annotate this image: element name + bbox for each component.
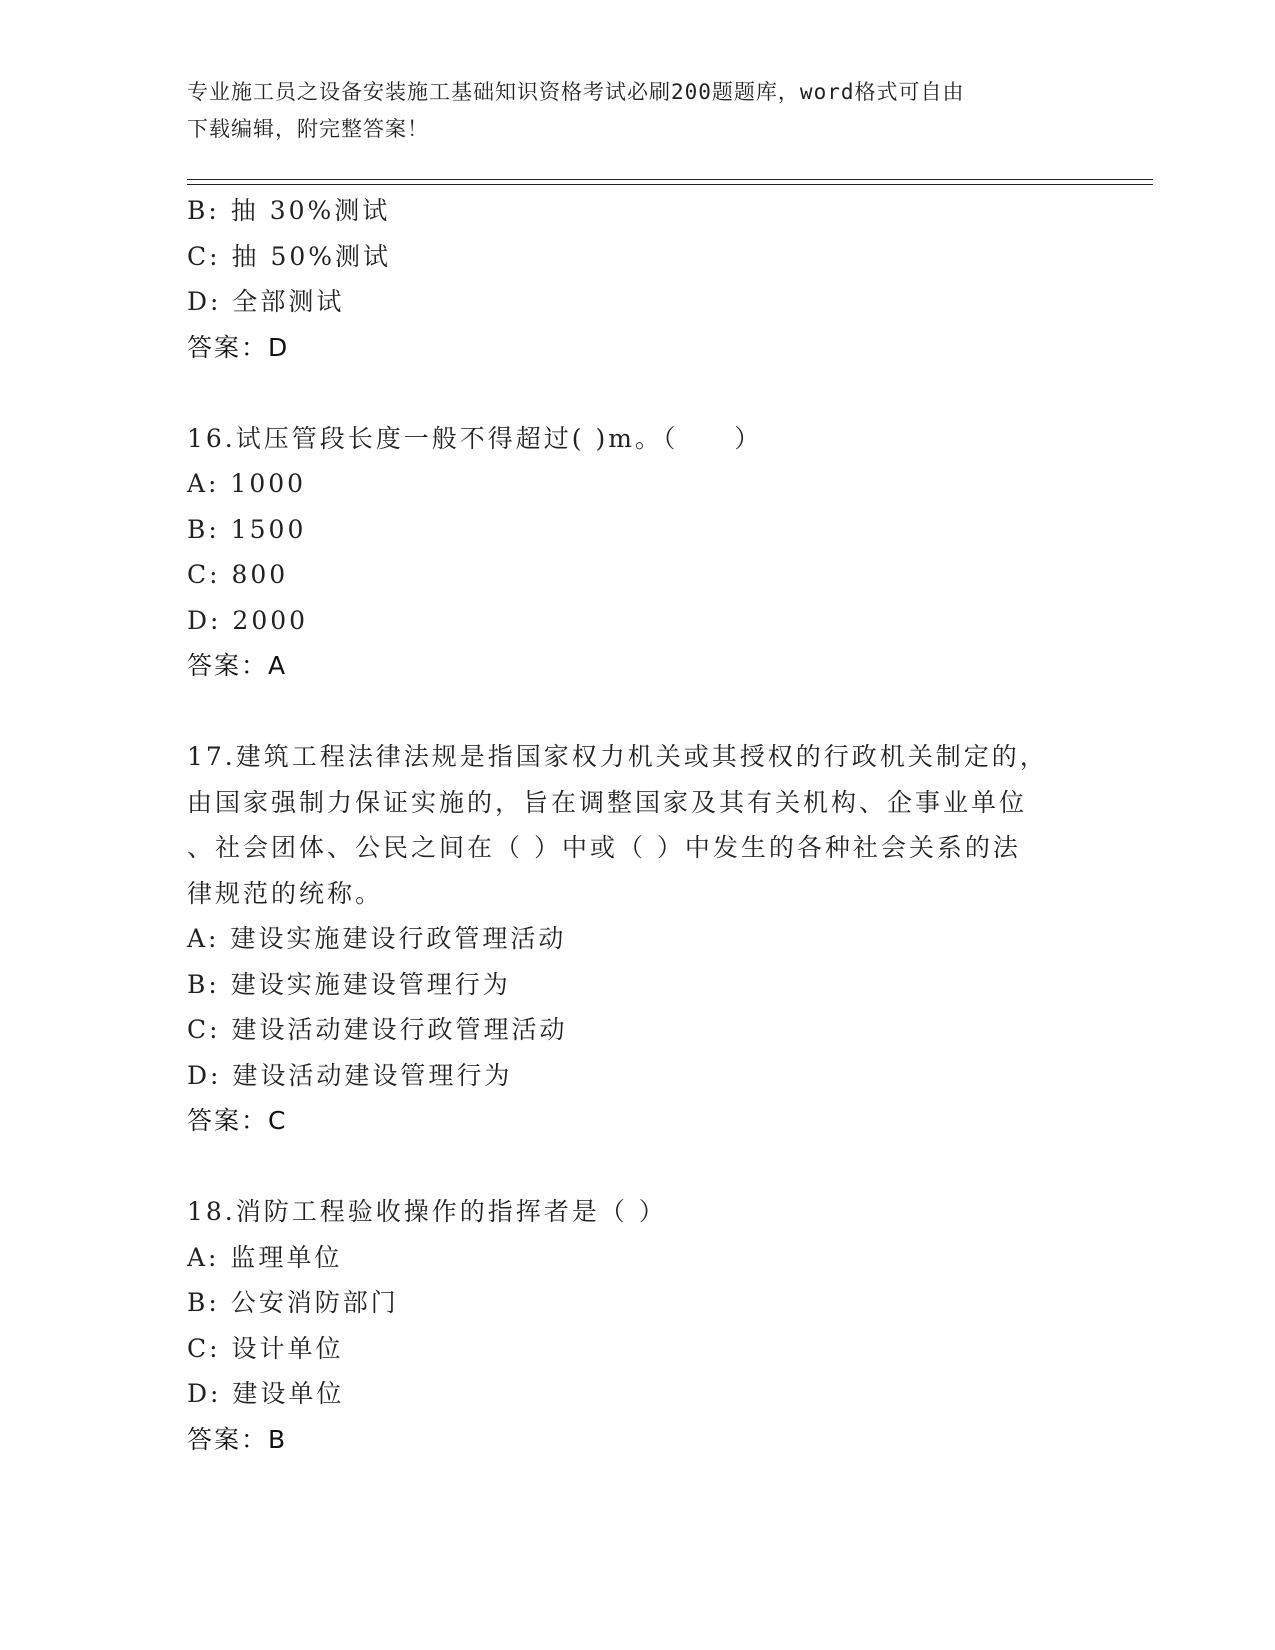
spacer: [187, 1144, 1067, 1190]
question-16: [187, 416, 1067, 689]
answer-line: 答案：A: [187, 651, 288, 680]
stem-line: 、社会团体、公民之间在（ ）中或（ ）中发生的各种社会关系的法: [187, 833, 1021, 862]
option-b: B: 公安消防部门: [187, 1288, 399, 1317]
option-a: A: 1000: [187, 469, 307, 498]
option-a: A: 监理单位: [187, 1242, 343, 1272]
option-c: C: 建设活动建设行政管理活动: [187, 1015, 568, 1044]
option-c: C: 抽 50%测试: [187, 241, 392, 271]
spacer: [187, 689, 1067, 735]
option-b: B: 建设实施建设管理行为: [187, 969, 511, 999]
document-header: [187, 74, 1067, 148]
option-c: C: 设计单位: [187, 1333, 344, 1363]
option-b: B: 1500: [187, 514, 307, 544]
question-18: [187, 1189, 1067, 1462]
stem-line: 律规范的统称。: [187, 878, 384, 908]
answer-line: 答案：B: [187, 1424, 288, 1454]
option-b: B: 抽 30%测试: [187, 196, 391, 225]
header-line-1: 专业施工员之设备安装施工基础知识资格考试必刷200题题库，word格式可自由: [187, 80, 965, 104]
option-c: C: 800: [187, 560, 289, 589]
answer-line: 答案：D: [187, 332, 290, 362]
header-divider-bottom: [187, 184, 1153, 185]
answer-line: 答案：C: [187, 1106, 288, 1135]
question-stem: 16.试压管段长度一般不得超过( )m。（ ）: [187, 423, 763, 453]
question-15-tail: [187, 188, 1067, 370]
question-stem: 18.消防工程验收操作的指挥者是（ ）: [187, 1197, 667, 1226]
header-divider-top: [187, 179, 1153, 180]
option-a: A: 建设实施建设行政管理活动: [187, 924, 567, 953]
spacer: [187, 370, 1067, 416]
option-d: D: 2000: [187, 605, 309, 635]
question-list: [187, 188, 1067, 1462]
question-stem: [187, 734, 1057, 916]
option-d: D: 建设活动建设管理行为: [187, 1060, 513, 1090]
header-line-2: 下载编辑，附完整答案！: [187, 117, 429, 141]
option-d: D: 全部测试: [187, 287, 345, 316]
stem-line: 由国家强制力保证实施的，旨在调整国家及其有关机构、企事业单位: [187, 787, 1028, 817]
stem-line: 17.建筑工程法律法规是指国家权力机关或其授权的行政机关制定的，: [187, 742, 1048, 771]
option-d: D: 建设单位: [187, 1379, 345, 1408]
question-17: [187, 734, 1067, 1144]
